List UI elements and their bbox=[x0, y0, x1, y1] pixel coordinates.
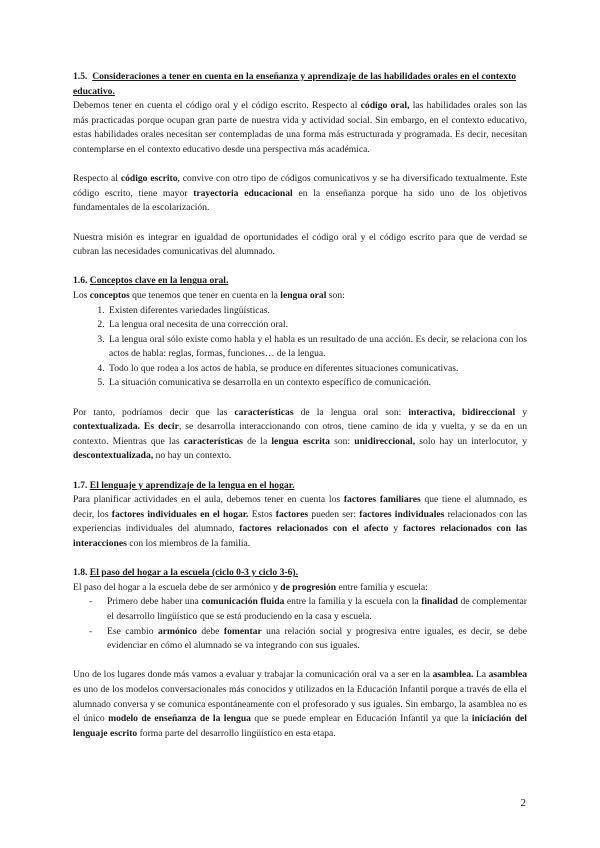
list-item: 4. Todo lo que rodea a los actos de habla, se produce en diferentes situaciones comunicativas. bbox=[107, 362, 527, 377]
page-number: 2 bbox=[520, 797, 526, 809]
section-title: El paso del hogar a la escuela (ciclo 0-3 y ciclo 3-6). bbox=[89, 567, 298, 579]
conceptos-list bbox=[73, 304, 527, 392]
section-heading-1-8 bbox=[73, 566, 527, 581]
list-item: 3. La lengua oral sólo existe como habla y el habla es un resultado de una acción. Es decir, se relaciona con los actos de habla: reglas, formas, funciones… de la lengua. bbox=[107, 333, 527, 362]
paragraph-paso-intro: El paso del hogar a la escuela debe de ser armónico y de progresión entre familia y escuela: bbox=[73, 581, 428, 593]
section-heading-1-7 bbox=[73, 479, 527, 494]
list-item: 2. La lengua oral necesita de una corrección oral. bbox=[107, 318, 527, 333]
paragraph-mision: Nuestra misión es integrar en igualdad de oportunidades el código oral y el código escrito para que de verdad se cubran las necesidades comunicativas del alumnado. bbox=[73, 231, 527, 258]
paragraph-factores: Para planificar actividades en el aula, debemos tener en cuenta los factores familiares que tiene el alumnado, es decir, los factores individuales en el hogar. Estos factores pueden ser: factores individuales relacionados con las experiencias individuales del alumnado, factores relacionados con el afecto y factores relacionados con las interacciones con los miembros de la familia. bbox=[73, 494, 528, 549]
paso-list bbox=[73, 595, 527, 653]
section-title: Consideraciones a tener en cuenta en la enseñanza y aprendizaje de las habilidades orales en el contexto educativo. bbox=[73, 71, 517, 97]
section-title: Conceptos clave en la lengua oral. bbox=[89, 275, 229, 287]
paragraph-codigo-oral: Debemos tener en cuenta el código oral y el código escrito. Respecto al código oral, las habilidades orales son las más practicadas porque ocupan gran parte de nuestra vida y actividad social. Sin embargo, en el contexto educativo, estas habilidades orales necesitan ser contempladas de una forma más estructurada y programada. Es decir, necesitan contemplarse en el contexto educativo desde una perspectiva más académica. bbox=[73, 100, 527, 155]
section-heading-1-5 bbox=[73, 70, 527, 99]
list-item: 1. Existen diferentes variedades lingüísticas. bbox=[107, 304, 527, 319]
list-item: 5. La situación comunicativa se desarrolla en un contexto específico de comunicación. bbox=[107, 376, 527, 391]
section-number: 1.7. bbox=[73, 479, 88, 491]
paragraph-caracteristicas: Por tanto, podríamos decir que las características de la lengua oral son: interactiva, bidireccional y contextualizada. Es decir, se desarrolla interaccionando con otros, tiene camino de ida y vuelta, y se da en un contexto. Mientras que las características de la lengua escrita son: unidireccional, solo hay un interlocutor, y descontextualizada, no hay un contexto. bbox=[73, 406, 527, 462]
list-item: - Ese cambio armónico debe fomentar una relación social y progresiva entre iguales, es decir, se debe evidenciar en cómo el alumnado se va integrando con sus iguales. bbox=[107, 625, 527, 654]
section-title: El lenguaje y aprendizaje de la lengua en el hogar. bbox=[89, 479, 295, 491]
paragraph-codigo-escrito: Respecto al código escrito, convive con otro tipo de códigos comunicativos y se ha diversificado textualmente. Este código escrito, tiene mayor trayectoria educacional en la enseñanza porque ha sido uno de los objetivos fundamentales de la escolarización. bbox=[73, 173, 528, 214]
section-number: 1.8. bbox=[73, 567, 88, 579]
section-heading-1-6 bbox=[73, 274, 527, 289]
paragraph-asamblea: Uno de los lugares donde más vamos a evaluar y trabajar la comunicación oral va a ser en la asamblea. La asamblea es uno de los modelos conversacionales más conocidos y utilizados en la Educación Infantil porque a través de ella el alumnado conversa y se comunica espontáneamente con el profesorado y sus iguales. Sin embargo, la asamblea no es el único modelo de enseñanza de la lengua que se puede emplear en Educación Infantil ya que la iniciación del lenguaje escrito forma parte del desarrollo lingüístico en esta etapa. bbox=[73, 669, 527, 739]
section-number: 1.6. bbox=[73, 275, 88, 287]
paragraph-conceptos-intro: Los conceptos que tenemos que tener en cuenta en la lengua oral son: bbox=[73, 289, 345, 301]
list-item: - Primero debe haber una comunicación fluida entre la familia y la escuela con la finalidad de complementar el desarrollo lingüístico que se está produciendo en la casa y escuela. bbox=[107, 595, 527, 624]
section-number: 1.5. bbox=[73, 71, 88, 82]
